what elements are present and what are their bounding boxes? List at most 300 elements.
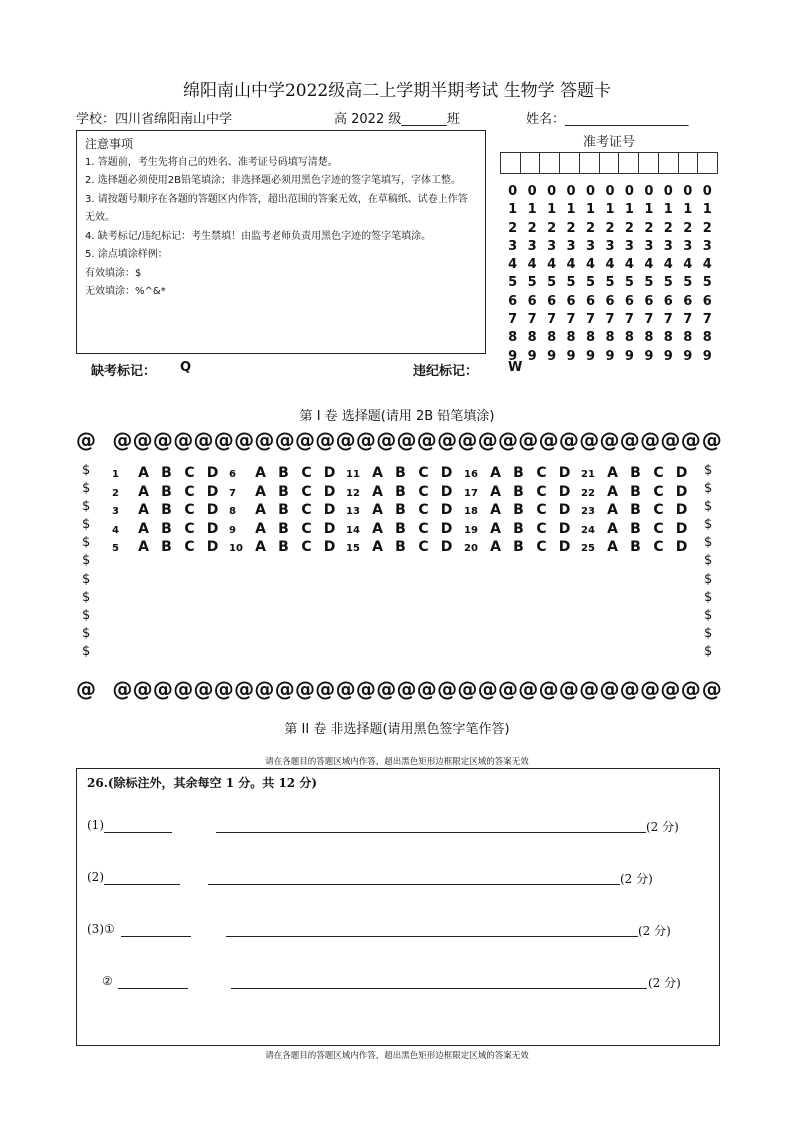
option-c-bubble[interactable]: C — [184, 465, 195, 481]
name-label: 姓名：___________________ — [526, 112, 689, 127]
exam-id-box[interactable] — [678, 153, 698, 173]
exam-id-digit[interactable]: 3 — [527, 238, 537, 254]
exam-id-digit-row — [503, 348, 717, 366]
exam-id-digit[interactable]: 0 — [605, 184, 615, 199]
option-b-bubble[interactable]: B — [395, 483, 406, 500]
option-d-bubble[interactable]: D — [206, 483, 219, 500]
option-a-bubble[interactable]: A — [138, 483, 149, 500]
option-c-bubble[interactable]: C — [536, 483, 547, 500]
option-c-bubble[interactable]: C — [653, 520, 664, 537]
exam-id-digit[interactable]: 6 — [566, 293, 576, 309]
exam-id-digit[interactable]: 9 — [585, 348, 596, 364]
exam-id-digit[interactable]: 0 — [702, 184, 712, 199]
exam-id-digit[interactable]: 7 — [624, 312, 634, 328]
exam-id-digit[interactable]: 8 — [566, 330, 576, 346]
exam-id-digit[interactable]: 0 — [624, 184, 634, 199]
option-c-bubble[interactable]: C — [653, 465, 664, 481]
timing-mark: $ — [704, 463, 713, 478]
exam-id-digit[interactable]: 3 — [644, 238, 654, 254]
exam-id-digit[interactable]: 6 — [702, 293, 712, 309]
option-d-bubble[interactable]: D — [558, 465, 571, 481]
exam-id-digit[interactable]: 4 — [508, 257, 518, 273]
exam-id-digit-row — [503, 274, 717, 292]
question-group — [112, 464, 224, 557]
exam-id-digit[interactable]: 0 — [683, 184, 693, 199]
violation-mark[interactable]: W — [508, 360, 523, 375]
exam-id-digit[interactable]: 2 — [663, 220, 673, 236]
notes-item: 无效填涂：%^&* — [85, 286, 166, 297]
exam-id-digit[interactable]: 7 — [663, 312, 673, 328]
exam-id-digit[interactable]: 9 — [644, 348, 654, 364]
option-c-bubble[interactable]: C — [418, 465, 429, 481]
exam-id-digit[interactable]: 2 — [624, 220, 634, 236]
exam-id-digit[interactable]: 5 — [585, 275, 596, 291]
exam-id-digit[interactable]: 3 — [605, 238, 615, 254]
option-d-bubble[interactable]: D — [675, 483, 688, 500]
exam-id-digit[interactable]: 9 — [683, 348, 693, 364]
exam-id-digit[interactable]: 2 — [683, 220, 693, 236]
marker-middle: @@@@@@@@@@@@@@@@@@@@@@@@@@@@@ — [112, 677, 702, 701]
exam-id-digit[interactable]: 4 — [663, 257, 673, 273]
question-number: 20 — [464, 543, 478, 555]
exam-id-digit[interactable]: 2 — [644, 220, 654, 236]
option-d-bubble[interactable]: D — [558, 520, 571, 537]
exam-id-digit[interactable]: 0 — [644, 184, 654, 199]
score-label-3a: (2 分) — [638, 924, 671, 938]
option-d-bubble[interactable]: D — [440, 539, 453, 556]
exam-id-digit[interactable]: 9 — [547, 348, 557, 364]
timing-mark: $ — [82, 517, 91, 533]
option-b-bubble[interactable]: B — [630, 520, 641, 537]
option-a-bubble[interactable]: A — [607, 502, 618, 519]
option-d-bubble[interactable]: D — [206, 539, 219, 556]
exam-id-box[interactable] — [599, 153, 619, 173]
exam-id-box[interactable] — [697, 153, 717, 173]
timing-mark: $ — [82, 553, 91, 569]
exam-id-digit[interactable]: 2 — [547, 220, 557, 236]
question-group — [464, 464, 576, 557]
exam-id-digit[interactable]: 9 — [605, 348, 615, 364]
exam-id-digit[interactable]: 9 — [663, 348, 673, 364]
exam-id-boxes[interactable] — [500, 152, 718, 174]
question-number: 12 — [346, 487, 360, 499]
notes-item: 3. 请按题号顺序在各题的答题区内作答，超出范围的答案无效，在草稿纸、试卷上作答无效。 — [85, 193, 468, 223]
exam-id-digit[interactable]: 4 — [527, 257, 537, 273]
choice-question-row — [346, 520, 458, 539]
option-c-bubble[interactable]: C — [653, 539, 664, 556]
option-a-bubble[interactable]: A — [607, 539, 618, 556]
question-26-box — [76, 768, 720, 1046]
answer-blank[interactable] — [216, 832, 646, 833]
option-a-bubble[interactable]: A — [255, 502, 266, 519]
exam-id-digit[interactable]: 1 — [547, 202, 557, 218]
choice-question-row — [346, 538, 458, 557]
exam-id-digit[interactable]: 2 — [585, 220, 596, 236]
option-b-bubble[interactable]: B — [630, 502, 641, 519]
option-a-bubble[interactable]: A — [607, 520, 618, 537]
option-c-bubble[interactable]: C — [536, 520, 547, 537]
timing-mark: $ — [82, 535, 91, 551]
exam-id-digit[interactable]: 5 — [702, 275, 712, 291]
left-timing-marks — [82, 462, 90, 661]
exam-id-digit[interactable]: 6 — [624, 293, 634, 309]
option-b-bubble[interactable]: B — [395, 520, 406, 537]
exam-id-digit[interactable]: 2 — [527, 220, 537, 236]
exam-id-digit[interactable]: 1 — [702, 202, 712, 218]
exam-id-digit[interactable]: 1 — [624, 202, 634, 218]
exam-id-digit[interactable]: 4 — [702, 257, 712, 273]
option-c-bubble[interactable]: C — [536, 465, 547, 481]
exam-id-digit[interactable]: 7 — [585, 312, 596, 328]
option-d-bubble[interactable]: D — [206, 465, 219, 481]
exam-id-digit[interactable]: 1 — [663, 202, 673, 218]
exam-id-digit[interactable]: 6 — [547, 293, 557, 309]
exam-id-digit[interactable]: 7 — [683, 312, 693, 328]
exam-id-digit[interactable]: 1 — [566, 202, 576, 218]
question-number: 5 — [112, 543, 119, 555]
violation-label: 违纪标记： — [413, 364, 479, 379]
exam-id-digit[interactable]: 6 — [663, 293, 673, 309]
option-a-bubble[interactable]: A — [372, 520, 383, 537]
exam-id-digit[interactable]: 0 — [547, 184, 557, 199]
option-d-bubble[interactable]: D — [675, 502, 688, 519]
option-d-bubble[interactable]: D — [558, 539, 571, 556]
option-d-bubble[interactable]: D — [440, 483, 453, 500]
option-b-bubble[interactable]: B — [161, 465, 172, 481]
choice-question-row — [464, 464, 576, 483]
option-b-bubble[interactable]: B — [161, 502, 172, 519]
option-d-bubble[interactable]: D — [323, 520, 336, 537]
exam-id-digit[interactable]: 5 — [547, 275, 557, 291]
option-c-bubble[interactable]: C — [653, 502, 664, 519]
option-d-bubble[interactable]: D — [206, 520, 219, 537]
option-c-bubble[interactable]: C — [301, 539, 312, 556]
option-b-bubble[interactable]: B — [395, 539, 406, 556]
exam-id-digit-row — [503, 201, 717, 219]
exam-id-digit[interactable]: 7 — [527, 312, 537, 328]
question-number: 13 — [346, 506, 360, 518]
option-b-bubble[interactable]: B — [161, 483, 172, 500]
exam-id-digit[interactable]: 9 — [566, 348, 576, 364]
option-d-bubble[interactable]: D — [675, 465, 688, 481]
option-b-bubble[interactable]: B — [630, 465, 641, 481]
exam-id-digit[interactable]: 8 — [683, 330, 693, 346]
exam-id-digit[interactable]: 5 — [644, 275, 654, 291]
timing-mark: $ — [82, 589, 91, 605]
option-c-bubble[interactable]: C — [184, 520, 195, 537]
exam-id-digit[interactable]: 9 — [624, 348, 634, 364]
option-c-bubble[interactable]: C — [301, 465, 312, 481]
choice-question-row — [112, 501, 224, 520]
option-d-bubble[interactable]: D — [558, 502, 571, 519]
option-d-bubble[interactable]: D — [206, 502, 219, 519]
sub-label-2: (2) — [87, 870, 104, 884]
option-a-bubble[interactable]: A — [372, 483, 383, 500]
exam-id-box[interactable] — [520, 153, 540, 173]
exam-id-digit[interactable]: 2 — [508, 220, 518, 236]
exam-id-digit[interactable]: 8 — [547, 330, 557, 346]
exam-id-digit[interactable]: 0 — [585, 184, 596, 199]
timing-mark: $ — [704, 481, 713, 497]
option-a-bubble[interactable]: A — [607, 483, 618, 500]
exam-id-digit[interactable]: 3 — [683, 238, 693, 254]
page-title: 绵阳南山中学2022级高二上学期半期考试 生物学 答题卡 — [182, 81, 612, 101]
option-b-bubble[interactable]: B — [630, 483, 641, 500]
option-c-bubble[interactable]: C — [301, 502, 312, 519]
choice-question-row — [112, 483, 224, 502]
answer-blank[interactable] — [121, 936, 191, 937]
option-c-bubble[interactable]: C — [418, 520, 429, 537]
exam-id-digit[interactable]: 1 — [527, 202, 537, 218]
exam-id-digit[interactable]: 4 — [624, 257, 634, 273]
exam-id-digit[interactable]: 3 — [702, 238, 712, 254]
exam-id-digit[interactable]: 6 — [508, 293, 518, 309]
exam-id-digit[interactable]: 1 — [508, 202, 518, 218]
option-a-bubble[interactable]: A — [255, 539, 266, 556]
question-number: 22 — [581, 487, 595, 499]
option-b-bubble[interactable]: B — [278, 465, 289, 481]
exam-id-digit[interactable]: 0 — [663, 184, 673, 199]
exam-id-digit[interactable]: 5 — [624, 275, 634, 291]
question-number: 9 — [229, 524, 236, 536]
question-number: 10 — [229, 543, 243, 555]
exam-id-digit[interactable]: 0 — [527, 184, 537, 199]
choice-question-row — [581, 464, 693, 483]
choice-question-row — [581, 520, 693, 539]
exam-id-digit[interactable]: 2 — [605, 220, 615, 236]
option-a-bubble[interactable]: A — [138, 520, 149, 537]
exam-id-digit[interactable]: 4 — [547, 257, 557, 273]
absent-mark[interactable]: Q — [180, 360, 192, 375]
question-number: 17 — [464, 487, 478, 499]
option-b-bubble[interactable]: B — [278, 520, 289, 537]
exam-id-digit[interactable]: 3 — [624, 238, 634, 254]
option-b-bubble[interactable]: B — [278, 483, 289, 500]
option-a-bubble[interactable]: A — [490, 539, 501, 556]
notes-item: 有效填涂：$ — [85, 267, 142, 279]
exam-id-box[interactable] — [618, 153, 638, 173]
option-c-bubble[interactable]: C — [418, 539, 429, 556]
answer-blank[interactable] — [231, 988, 647, 989]
exam-id-digit[interactable]: 4 — [644, 257, 654, 273]
question-number: 3 — [112, 506, 119, 518]
exam-id-digit[interactable]: 6 — [527, 293, 537, 309]
option-a-bubble[interactable]: A — [490, 483, 501, 500]
exam-id-digit[interactable]: 4 — [605, 257, 615, 273]
exam-id-digit[interactable]: 8 — [508, 330, 518, 346]
exam-id-digit[interactable]: 8 — [702, 330, 712, 346]
answer-blank[interactable] — [208, 884, 620, 885]
marker-right: @ — [701, 677, 722, 701]
option-b-bubble[interactable]: B — [513, 520, 524, 537]
exam-id-digit[interactable]: 5 — [605, 275, 615, 291]
answer-area-notice-bottom: 请在各题目的答题区域内作答，超出黑色矩形边框限定区域的答案无效 — [265, 1051, 529, 1061]
exam-id-digit[interactable]: 7 — [508, 312, 518, 328]
exam-id-digit[interactable]: 4 — [683, 257, 693, 273]
timing-mark: $ — [82, 571, 91, 587]
exam-id-digit[interactable]: 4 — [585, 257, 596, 273]
notes-item: 4. 缺考标记/违纪标记：考生禁填！由监考老师负责用黑色字迹的签字笔填涂。 — [85, 230, 432, 242]
exam-id-digit[interactable]: 6 — [605, 293, 615, 309]
option-d-bubble[interactable]: D — [558, 483, 571, 500]
exam-id-digit[interactable]: 7 — [702, 312, 712, 328]
exam-id-digit[interactable]: 8 — [624, 330, 634, 346]
exam-id-digit[interactable]: 8 — [644, 330, 654, 346]
exam-id-digit[interactable]: 1 — [683, 202, 693, 218]
exam-id-digit-row — [503, 311, 717, 329]
option-b-bubble[interactable]: B — [513, 539, 524, 556]
right-timing-marks — [704, 462, 712, 661]
option-d-bubble[interactable]: D — [675, 520, 688, 537]
option-a-bubble[interactable]: A — [607, 465, 618, 481]
exam-id-digit[interactable]: 7 — [605, 312, 615, 328]
option-c-bubble[interactable]: C — [653, 483, 664, 500]
question-26-title: 26.(除标注外，其余每空 1 分。共 12 分) — [87, 776, 317, 790]
exam-id-digit[interactable]: 3 — [566, 238, 576, 254]
exam-id-box[interactable] — [539, 153, 559, 173]
question-number: 2 — [112, 487, 119, 499]
option-d-bubble[interactable]: D — [323, 483, 336, 500]
exam-id-box[interactable] — [501, 153, 520, 173]
exam-id-digit[interactable]: 3 — [663, 238, 673, 254]
exam-id-digit[interactable]: 2 — [566, 220, 576, 236]
option-b-bubble[interactable]: B — [630, 539, 641, 556]
option-c-bubble[interactable]: C — [184, 502, 195, 519]
timing-mark: $ — [82, 643, 91, 659]
exam-id-digit[interactable]: 8 — [663, 330, 673, 346]
option-c-bubble[interactable]: C — [418, 502, 429, 519]
exam-id-digit[interactable]: 8 — [585, 330, 596, 346]
exam-id-digit[interactable]: 7 — [566, 312, 576, 328]
question-number: 18 — [464, 506, 478, 518]
sub-label-3a: (3)① — [87, 922, 115, 936]
exam-id-digit[interactable]: 5 — [508, 275, 518, 291]
option-c-bubble[interactable]: C — [184, 539, 195, 556]
option-a-bubble[interactable]: A — [138, 502, 149, 519]
answer-blank[interactable] — [104, 832, 172, 833]
option-b-bubble[interactable]: B — [395, 502, 406, 519]
absent-label: 缺考标记： — [91, 364, 157, 379]
exam-id-digit[interactable]: 1 — [605, 202, 615, 218]
exam-id-digit[interactable]: 5 — [527, 275, 537, 291]
exam-id-digit[interactable]: 6 — [585, 293, 596, 309]
exam-id-box[interactable] — [638, 153, 658, 173]
exam-id-digit-row — [503, 293, 717, 311]
question-number: 4 — [112, 524, 119, 536]
school-label: 学校：四川省绵阳南山中学 — [76, 112, 233, 127]
exam-id-digit-row — [503, 183, 717, 201]
option-b-bubble[interactable]: B — [513, 483, 524, 500]
choice-question-row — [464, 520, 576, 539]
exam-id-digit[interactable]: 5 — [566, 275, 576, 291]
answer-blank[interactable] — [226, 936, 638, 937]
exam-id-digit[interactable]: 1 — [585, 202, 596, 218]
exam-id-digit[interactable]: 8 — [527, 330, 537, 346]
exam-id-digit[interactable]: 6 — [683, 293, 693, 309]
option-a-bubble[interactable]: A — [255, 483, 266, 500]
bottom-marker-line — [76, 677, 722, 701]
exam-id-digit[interactable]: 0 — [508, 184, 518, 199]
option-d-bubble[interactable]: D — [323, 502, 336, 519]
top-marker-line — [76, 428, 722, 452]
exam-id-box[interactable] — [658, 153, 678, 173]
answer-blank[interactable] — [104, 884, 180, 885]
marker-left: @ — [76, 428, 97, 452]
option-d-bubble[interactable]: D — [440, 520, 453, 537]
option-d-bubble[interactable]: D — [440, 502, 453, 519]
answer-blank[interactable] — [118, 988, 188, 989]
option-b-bubble[interactable]: B — [161, 539, 172, 556]
option-d-bubble[interactable]: D — [440, 465, 453, 481]
option-c-bubble[interactable]: C — [536, 502, 547, 519]
exam-id-digit[interactable]: 3 — [585, 238, 596, 254]
exam-id-digit[interactable]: 7 — [547, 312, 557, 328]
exam-id-digit[interactable]: 1 — [644, 202, 654, 218]
exam-id-digit[interactable]: 2 — [702, 220, 712, 236]
exam-id-box[interactable] — [559, 153, 579, 173]
option-b-bubble[interactable]: B — [278, 539, 289, 556]
exam-id-digit[interactable]: 3 — [547, 238, 557, 254]
exam-id-digit-row — [503, 238, 717, 256]
option-a-bubble[interactable]: A — [138, 465, 149, 481]
option-b-bubble[interactable]: B — [395, 465, 406, 481]
option-a-bubble[interactable]: A — [372, 465, 383, 481]
exam-id-digit[interactable]: 9 — [508, 348, 518, 364]
exam-id-digit[interactable]: 3 — [508, 238, 518, 254]
option-a-bubble[interactable]: A — [255, 465, 266, 481]
option-c-bubble[interactable]: C — [301, 483, 312, 500]
option-d-bubble[interactable]: D — [675, 539, 688, 556]
exam-id-digit[interactable]: 0 — [566, 184, 576, 199]
exam-id-digit[interactable]: 6 — [644, 293, 654, 309]
exam-id-digit[interactable]: 5 — [663, 275, 673, 291]
option-a-bubble[interactable]: A — [490, 502, 501, 519]
exam-id-box[interactable] — [579, 153, 599, 173]
option-a-bubble[interactable]: A — [138, 539, 149, 556]
question-number: 23 — [581, 506, 595, 518]
option-c-bubble[interactable]: C — [184, 483, 195, 500]
exam-id-digit[interactable]: 8 — [605, 330, 615, 346]
exam-id-digit-grid[interactable] — [503, 183, 717, 366]
exam-id-digit[interactable]: 5 — [683, 275, 693, 291]
option-a-bubble[interactable]: A — [372, 502, 383, 519]
option-c-bubble[interactable]: C — [301, 520, 312, 537]
option-d-bubble[interactable]: D — [323, 465, 336, 481]
timing-mark: $ — [704, 517, 713, 533]
option-b-bubble[interactable]: B — [161, 520, 172, 537]
exam-id-digit[interactable]: 4 — [566, 257, 576, 273]
option-a-bubble[interactable]: A — [372, 539, 383, 556]
option-a-bubble[interactable]: A — [490, 465, 501, 481]
exam-id-digit[interactable]: 9 — [527, 348, 537, 364]
option-c-bubble[interactable]: C — [418, 483, 429, 500]
option-b-bubble[interactable]: B — [278, 502, 289, 519]
option-a-bubble[interactable]: A — [255, 520, 266, 537]
exam-id-digit[interactable]: 9 — [702, 348, 712, 364]
timing-mark: $ — [82, 607, 91, 623]
option-d-bubble[interactable]: D — [323, 539, 336, 556]
notes-box — [76, 130, 486, 354]
option-b-bubble[interactable]: B — [513, 465, 524, 481]
choice-question-row — [464, 538, 576, 557]
timing-mark: $ — [704, 535, 713, 551]
option-a-bubble[interactable]: A — [490, 520, 501, 537]
timing-mark: $ — [82, 499, 91, 515]
exam-id-digit[interactable]: 7 — [644, 312, 654, 328]
question-number: 15 — [346, 543, 360, 555]
option-c-bubble[interactable]: C — [536, 539, 547, 556]
option-b-bubble[interactable]: B — [513, 502, 524, 519]
